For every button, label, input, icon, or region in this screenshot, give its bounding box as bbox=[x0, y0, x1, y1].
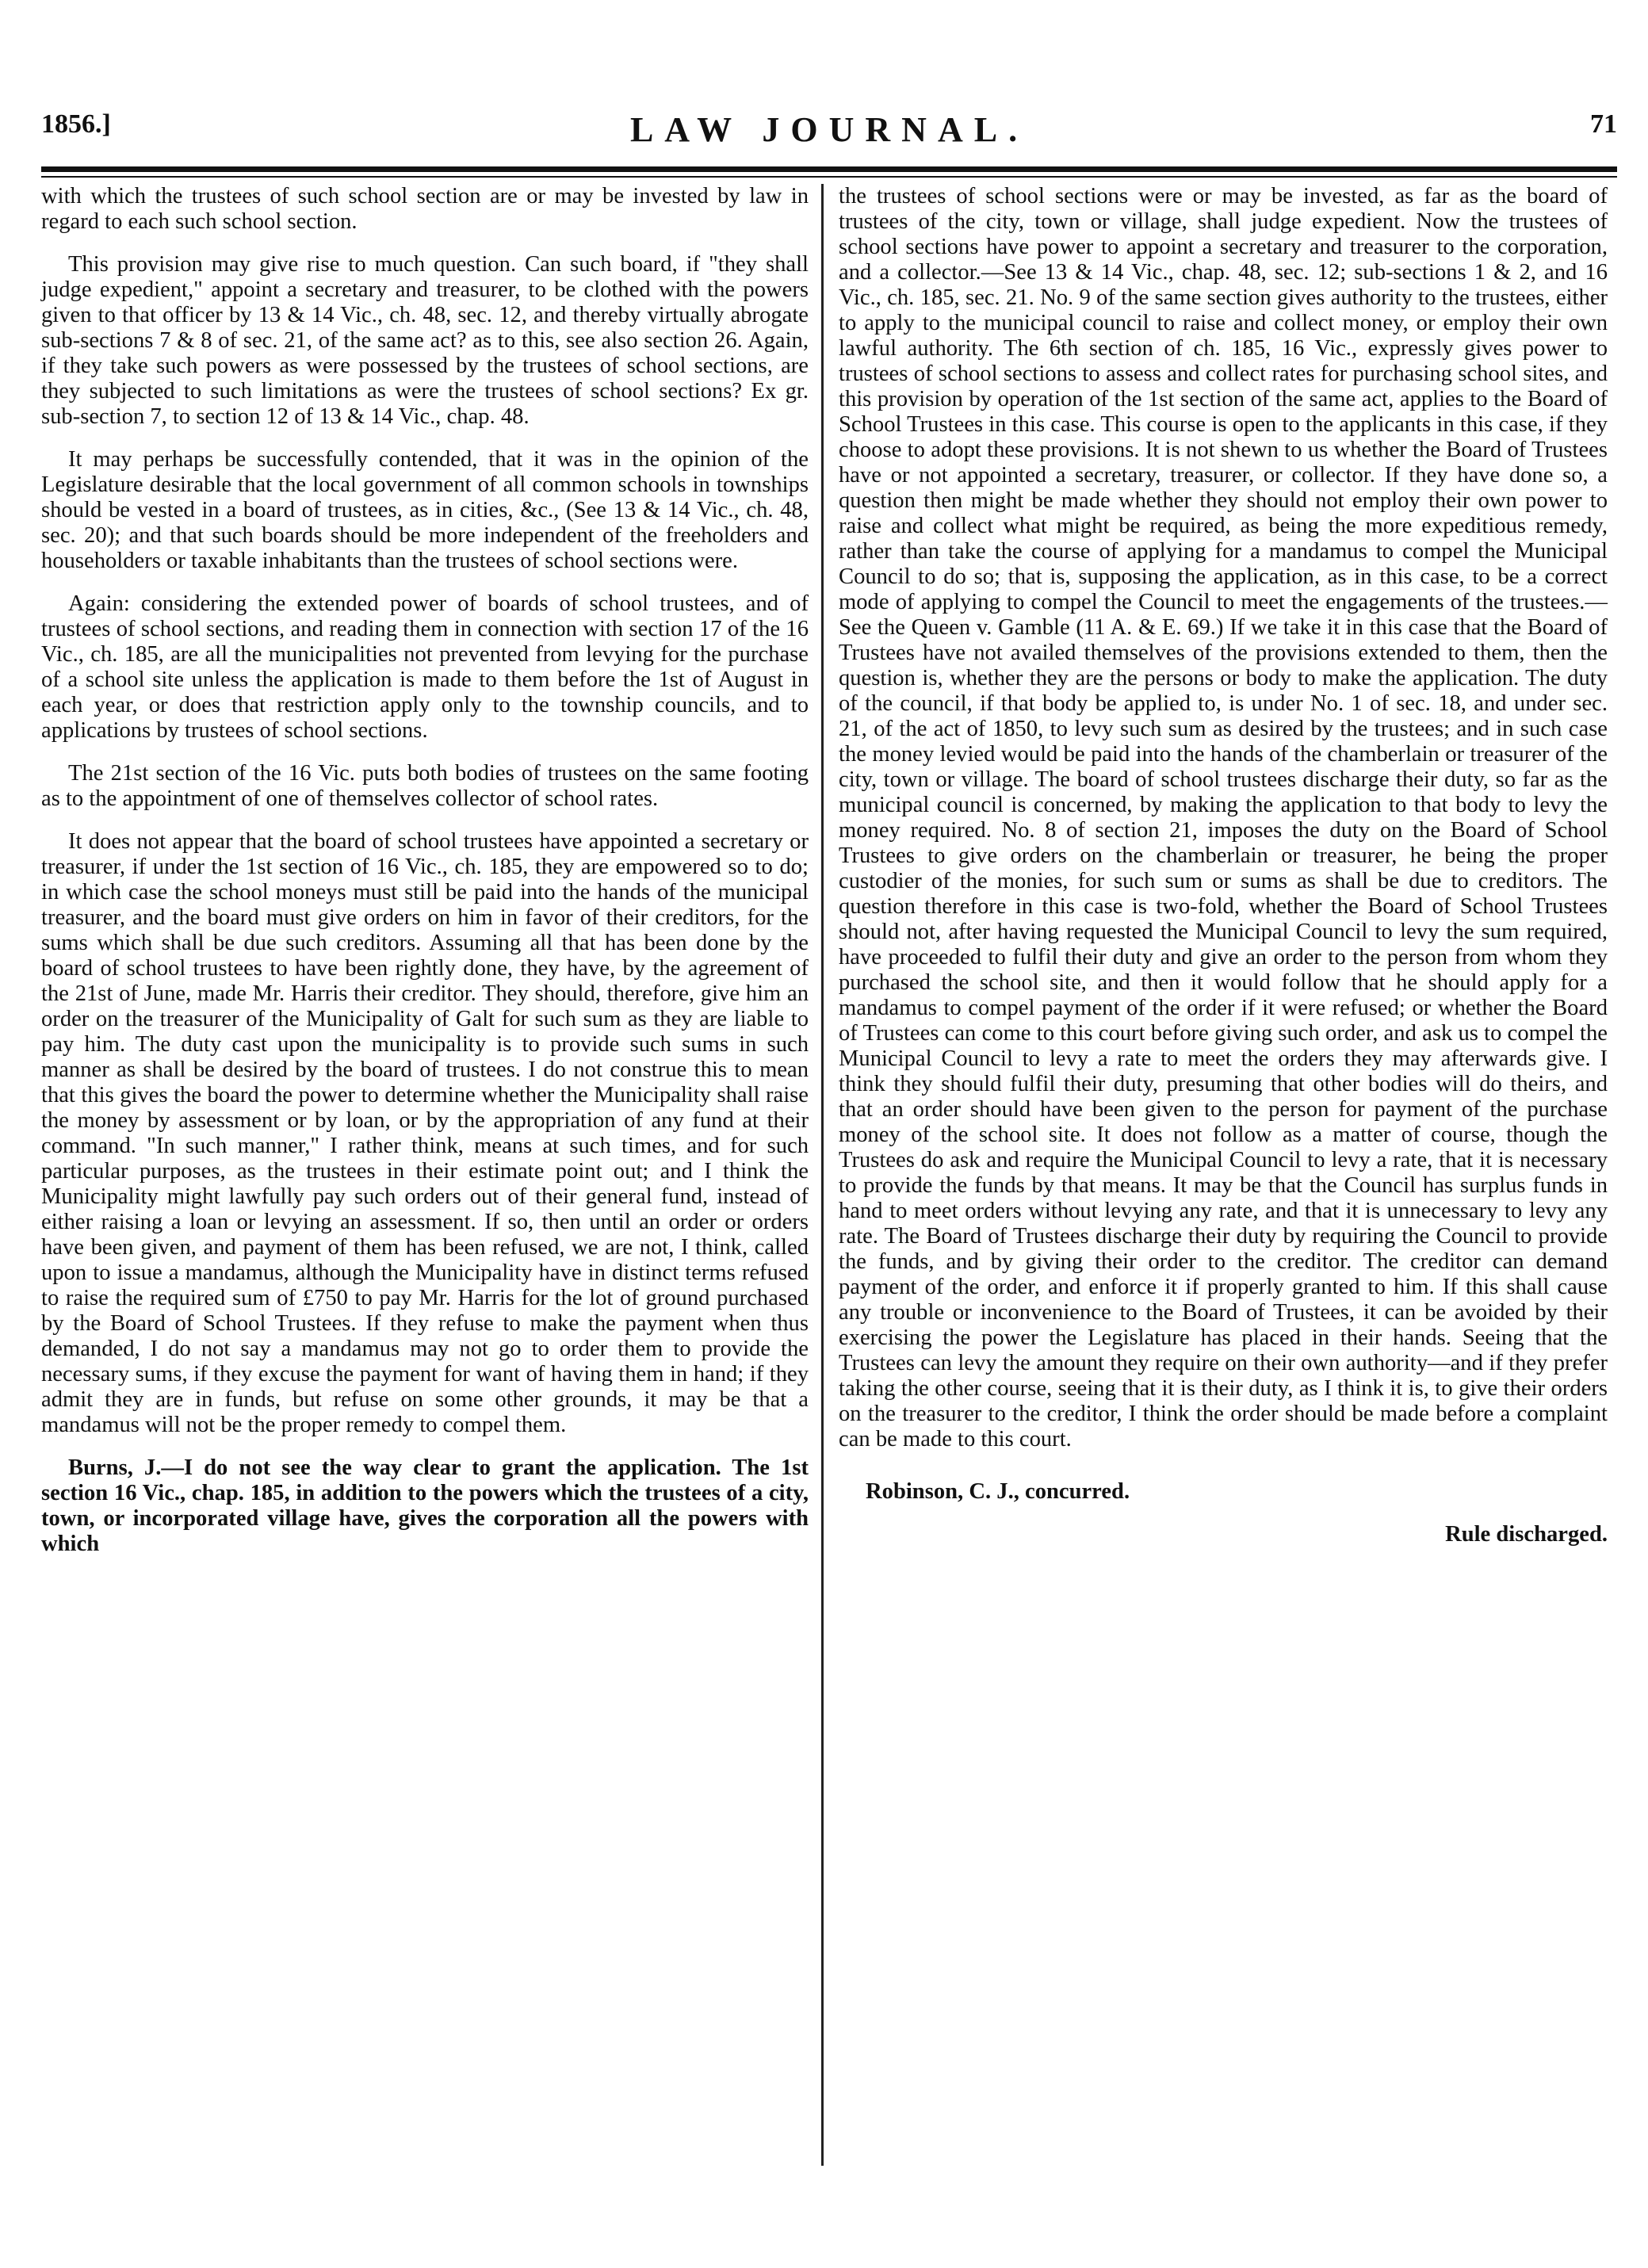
left-paragraph-3: It may perhaps be successfully contended, that it was in the opinion of the Legislature desirable that the local government of all common schools in townships should be vested in a board of trustees, as in cities, &c., (See 13 & 14 Vic., ch. 48, sec. 20); and that such boards should be more independent of the freeholders and householders or taxable inhabitants than the trustees of school sections were. bbox=[41, 447, 809, 573]
right-column bbox=[839, 184, 1608, 1565]
left-paragraph-6: It does not appear that the board of school trustees have appointed a secretary or treasurer, if under the 1st section of 16 Vic., ch. 185, they are empowered so to do; in which case the school moneys must still be paid into the hands of the municipal treasurer, and the board must give orders on him in favor of their creditors, for the sums which shall be due such creditors. Assuming all that has been done by the board of school trustees to have been rightly done, they have, by the agreement of the 21st of June, made Mr. Harris their creditor. They should, therefore, give him an order on the treasurer of the Municipality of Galt for such sum as they are liable to pay him. The duty cast upon the municipality is to provide such sums in such manner as shall be desired by the board of trustees. I do not construe this to mean that this gives the board the power to determine whether the Municipality shall raise the money by assessment or by loan, or by the appropriation of any fund at their command. "In such manner," I rather think, means at such times, and for such particular purposes, as the trustees in their estimate point out; and I think the Municipality might lawfully pay such orders out of their general fund, instead of either raising a loan or levying an assessment. If so, then until an order or orders have been given, and payment of them has been refused, we are not, I think, called upon to issue a mandamus, although the Municipality have in distinct terms refused to raise the required sum of £750 to pay Mr. Harris for the lot of ground purchased by the Board of School Trustees. If they refuse to make the payment when thus demanded, I do not say a mandamus may not go to order them to provide the necessary sums, if they excuse the payment for want of having them in hand; if they admit they are in funds, but refuse on some other grounds, it may be that a mandamus will not be the proper remedy to compel them. bbox=[41, 829, 809, 1437]
header-rule-thin bbox=[41, 176, 1617, 178]
right-paragraph-1: the trustees of school sections were or may be invested, as far as the board of trustees of the city, town or village, shall judge expedient. Now the trustees of school sections have power to appoint a secretary and treasurer to the corporation, and a collector.—See 13 & 14 Vic., chap. 48, sec. 12; sub-sections 1 & 2, and 16 Vic., ch. 185, sec. 21. No. 9 of the same section gives authority to the trustees, either to apply to the municipal council to raise and collect money, or employ their own lawful authority. The 6th section of ch. 185, 16 Vic., expressly gives power to trustees of school sections to assess and collect rates for purchasing school sites, and this provision by operation of the 1st section of the same act, applies to the Board of School Trustees in this case. This course is open to the applicants in this case, if they choose to adopt these provisions. It is not shewn to us whether the Board of Trustees have or not appointed a secretary, treasurer, or collector. If they have done so, a question then might be made whether they should not employ their own power to raise and collect what might be required, as being the more expeditious remedy, rather than take the course of applying for a mandamus to compel the Municipal Council to do so; that is, supposing the application, as in this case, to be a correct mode of applying to compel the Council to meet the engagements of the trustees.—See the Queen v. Gamble (11 A. & E. 69.) If we take it in this case that the Board of Trustees have not availed themselves of the provisions extended to them, then the question is, whether they are the persons or body to make the application. The duty of the council, if that body be applied to, is under No. 1 of sec. 18, and under sec. 21, of the act of 1850, to levy such sum as desired by the trustees; and in such case the money levied would be paid into the hands of the chamberlain or treasurer of the city, town or village. The board of school trustees discharge their duty, so far as the municipal council is concerned, by making the application to that body to levy the money required. No. 8 of section 21, imposes the duty on the Board of School Trustees to give orders on the chamberlain or treasurer, he being the proper custodier of the monies, for such sum or sums as shall be due to creditors. The question therefore in this case is two-fold, whether the Board of School Trustees should not, after having requested the Municipal Council to levy the sum required, have proceeded to fulfil their duty and give an order to the person from whom they purchased the school site, and then it would follow that he should apply for a mandamus to compel payment of the order if it were refused; or whether the Board of Trustees can come to this court before giving such order, and ask us to compel the Municipal Council to levy a rate to meet the orders they may afterwards give. I think they should fulfil their duty, presuming that other bodies will do theirs, and that an order should have been given to the person for payment of the purchase money of the school site. It does not follow as a matter of course, though the Trustees do ask and require the Municipal Council to levy a rate, that it is necessary to provide the funds by that means. It may be that the Council has surplus funds in hand to meet orders without levying any rate, and that it is unnecessary to levy any rate. The Board of Trustees discharge their duty by requiring the Council to provide the funds, and by giving their order to the creditor. The creditor can demand payment of the order, and enforce it if properly granted to him. If this shall cause any trouble or inconvenience to the Board of Trustees, it can be avoided by their exercising the power the Legislature has placed in their hands. Seeing that the Trustees can levy the amount they require on their own authority—and if they prefer taking the other course, seeing that it is their duty, as I think it is, to give their orders on the treasurer to the creditor, I think the order should be made before a complaint can be made to this court. bbox=[839, 184, 1608, 1451]
column-divider bbox=[821, 184, 824, 2166]
page-header bbox=[41, 109, 1617, 149]
concurrence-line: Robinson, C. J., concurred. bbox=[866, 1479, 1130, 1504]
rule-discharged: Rule discharged. bbox=[1445, 1522, 1608, 1547]
header-year: 1856.] bbox=[41, 109, 111, 139]
header-page-number: 71 bbox=[1590, 109, 1617, 139]
left-paragraph-2: This provision may give rise to much question. Can such board, if "they shall judge expedient," appoint a secretary and treasurer, to be clothed with the powers given to that officer by 13 & 14 Vic., ch. 48, sec. 12, and thereby virtually abrogate sub-sections 7 & 8 of sec. 21, of the same act? as to this, see also section 26. Again, if they take such powers as were possessed by the trustees of school sections, are they subjected to such limitations as were the trustees of school sections? Ex gr. sub-section 7, to section 12 of 13 & 14 Vic., chap. 48. bbox=[41, 252, 809, 429]
left-paragraph-4: Again: considering the extended power of boards of school trustees, and of trustees of school sections, and reading them in connection with section 17 of the 16 Vic., ch. 185, are all the municipalities not prevented from levying for the purchase of a school site unless the application is made to them before the 1st of August in each year, or does that restriction apply only to the township councils, and to applications by trustees of school sections. bbox=[41, 591, 809, 743]
left-paragraph-7: Burns, J.—I do not see the way clear to grant the application. The 1st section 16 Vic., chap. 185, in addition to the powers which the trustees of a city, town, or incorporated village have, gives the corporation all the powers with which bbox=[41, 1455, 809, 1556]
left-paragraph-5: The 21st section of the 16 Vic. puts both bodies of trustees on the same footing as to the appointment of one of themselves collector of school rates. bbox=[41, 761, 809, 811]
left-column bbox=[41, 184, 809, 1557]
header-rule-thick bbox=[41, 166, 1617, 172]
header-title: LAW JOURNAL. bbox=[629, 110, 1029, 149]
left-paragraph-1: with which the trustees of such school section are or may be invested by law in regard to each such school section. bbox=[41, 184, 809, 234]
